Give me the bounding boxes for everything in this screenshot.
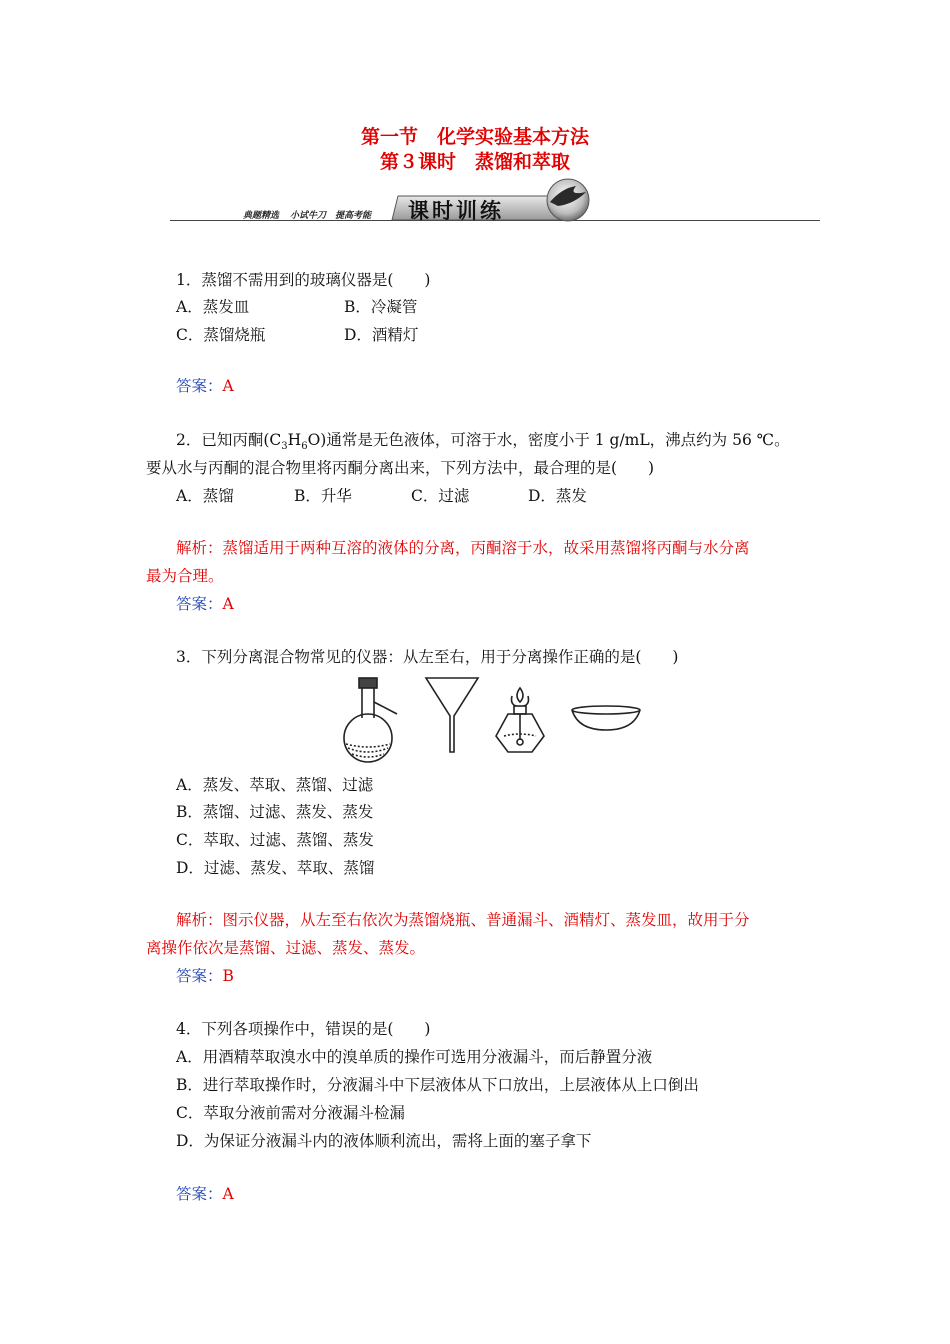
option-a: A．蒸发皿 bbox=[176, 298, 250, 316]
option-b: B．进行萃取操作时，分液漏斗中下层液体从下口放出，上层液体从上口倒出 bbox=[176, 1076, 699, 1094]
answer-line bbox=[176, 592, 234, 614]
option-c: C．蒸馏烧瓶 bbox=[176, 326, 266, 344]
funnel-icon bbox=[426, 678, 478, 752]
answer-value: A bbox=[222, 1185, 234, 1203]
option-d: D．蒸发 bbox=[528, 487, 587, 505]
alcohol-lamp-icon bbox=[496, 688, 544, 752]
answer-label: 答案： bbox=[176, 377, 223, 395]
banner-tag: 小试牛刀 bbox=[290, 211, 327, 221]
answer-value: A bbox=[222, 595, 234, 613]
option-b: B．蒸馏、过滤、蒸发、蒸发 bbox=[176, 803, 374, 821]
question-stem: 3．下列分离混合物常见的仪器：从左至右，用于分离操作正确的是( ) bbox=[176, 648, 679, 666]
answer-label: 答案： bbox=[176, 595, 223, 613]
question-stem bbox=[176, 428, 790, 452]
analysis-cont: 离操作依次是蒸馏、过滤、蒸发、蒸发。 bbox=[146, 939, 426, 957]
page-title: 第一节 化学实验基本方法 bbox=[360, 126, 589, 148]
option-d: D．为保证分液漏斗内的液体顺利流出，需将上面的塞子拿下 bbox=[176, 1132, 592, 1150]
option-a: A．用酒精萃取溴水中的溴单质的操作可选用分液漏斗，而后静置分液 bbox=[176, 1048, 653, 1066]
option-d: D．酒精灯 bbox=[344, 326, 419, 344]
evaporating-dish-icon bbox=[572, 706, 640, 730]
option-c: C．萃取分液前需对分液漏斗检漏 bbox=[176, 1104, 405, 1122]
answer-line bbox=[176, 964, 234, 986]
answer-value: A bbox=[222, 377, 234, 395]
page-subtitle: 第３课时 蒸馏和萃取 bbox=[379, 151, 570, 173]
answer-value: B bbox=[222, 967, 234, 985]
answer-line bbox=[176, 374, 234, 396]
distillation-flask-icon bbox=[344, 678, 397, 762]
option-a: A．蒸馏 bbox=[176, 487, 234, 505]
option-c: C．萃取、过滤、蒸馏、蒸发 bbox=[176, 831, 374, 849]
answer-line bbox=[176, 1182, 234, 1204]
option-b: B．冷凝管 bbox=[344, 298, 418, 316]
answer-label: 答案： bbox=[176, 1185, 223, 1203]
option-a: A．蒸发、萃取、蒸馏、过滤 bbox=[176, 776, 374, 794]
analysis: 解析：蒸馏适用于两种互溶的液体的分离，丙酮溶于水，故采用蒸馏将丙酮与水分离 bbox=[176, 539, 750, 557]
stem-text: O)通常是无色液体，可溶于水，密度小于 1 g/mL，沸点约为 56 ℃。 bbox=[307, 431, 790, 449]
analysis: 解析：图示仪器，从左至右依次为蒸馏烧瓶、普通漏斗、酒精灯、蒸发皿，故用于分 bbox=[176, 911, 750, 929]
answer-label: 答案： bbox=[176, 967, 223, 985]
option-b: B．升华 bbox=[294, 487, 352, 505]
option-d: D．过滤、蒸发、萃取、蒸馏 bbox=[176, 859, 375, 877]
banner-title: 课时训练 bbox=[408, 198, 504, 223]
question-stem-cont: 要从水与丙酮的混合物里将丙酮分离出来，下列方法中，最合理的是( ) bbox=[146, 459, 655, 477]
subscript: 6 bbox=[301, 441, 308, 453]
question-stem: 1．蒸馏不需用到的玻璃仪器是( ) bbox=[176, 271, 431, 289]
banner-tag: 典题精选 bbox=[243, 211, 280, 221]
subscript: 3 bbox=[281, 441, 288, 453]
banner-tag: 提高考能 bbox=[335, 211, 372, 221]
analysis-cont: 最为合理。 bbox=[146, 567, 224, 585]
stem-text: 2．已知丙酮(C bbox=[176, 431, 282, 449]
option-c: C．过滤 bbox=[411, 487, 470, 505]
question-stem: 4．下列各项操作中，错误的是( ) bbox=[176, 1020, 431, 1038]
apparatus-figure bbox=[310, 674, 650, 766]
stem-text: H bbox=[287, 431, 302, 449]
